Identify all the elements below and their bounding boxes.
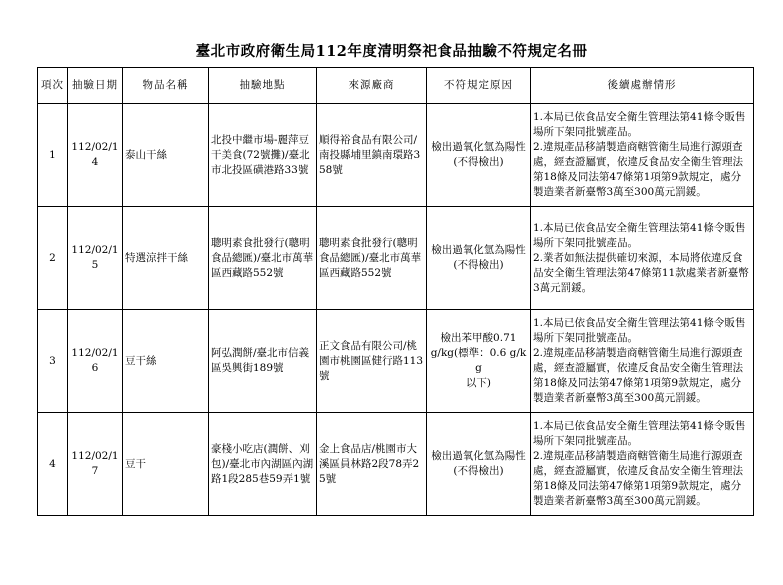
row-number: 4 — [38, 413, 68, 516]
follow-up-action: 1.本局已依食品安全衛生管理法第41條令販售場所下架同批號產品。 2.違規產品移請製造商轄管衛生局進行源頭查處，經查證屬實，依違反食品安全衛生管理法第18條及同法第47條第1項第9款規定，處分製造業者新臺幣3萬至300萬元罰鍰。 — [531, 104, 754, 207]
product-name: 豆干 — [123, 413, 209, 516]
row-number: 2 — [38, 207, 68, 310]
violation-reason-line: (不得檢出) — [453, 465, 504, 477]
violation-reason-line: 檢出苯甲酸0.71 — [440, 332, 517, 344]
inspection-date: 112/02/14 — [68, 104, 123, 207]
violation-reason-line: 檢出過氧化氫為陽性 — [431, 141, 526, 153]
violation-reason-line: 檢出過氧化氫為陽性 — [431, 450, 526, 462]
header-item: 物品名稱 — [123, 68, 209, 104]
violation-reason-line: (不得檢出) — [453, 156, 504, 168]
row-number: 3 — [38, 310, 68, 413]
header-reason: 不符規定原因 — [427, 68, 531, 104]
follow-up-action: 1.本局已依食品安全衛生管理法第41條令販售場所下架同批號產品。 2.違規產品移請製造商轄管衛生局進行源頭查處，經查證屬實，依違反食品安全衛生管理法第18條及同法第47條第1項第9款規定，處分製造業者新臺幣3萬至300萬元罰鍰。 — [531, 413, 754, 516]
violation-reason-line: 檢出過氧化氫為陽性 — [431, 244, 526, 256]
violation-reason-line: 以下) — [465, 377, 492, 389]
source-vendor: 順得裕食品有限公司/南投縣埔里鎮南環路358號 — [317, 104, 427, 207]
product-name: 特選涼拌干絲 — [123, 207, 209, 310]
violation-reason — [427, 310, 531, 413]
header-date: 抽驗日期 — [68, 68, 123, 104]
table-row — [38, 104, 754, 207]
violation-reason — [427, 207, 531, 310]
header-follow-up: 後續處辦情形 — [531, 68, 754, 104]
source-vendor: 正文食品有限公司/桃園市桃園區健行路113號 — [317, 310, 427, 413]
inspection-date: 112/02/16 — [68, 310, 123, 413]
inspection-date: 112/02/17 — [68, 413, 123, 516]
inspection-location: 北投中繼市場-麗萍豆干美食(72號攤)/臺北市北投區磺港路33號 — [209, 104, 317, 207]
violation-reason-line: g/kg(標準：0.6 g/kg — [430, 347, 527, 374]
table-row — [38, 207, 754, 310]
table-row — [38, 413, 754, 516]
header-place: 抽驗地點 — [209, 68, 317, 104]
product-name: 豆干絲 — [123, 310, 209, 413]
source-vendor: 金上食品店/桃園市大溪區員林路2段78弄25號 — [317, 413, 427, 516]
follow-up-action: 1.本局已依食品安全衛生管理法第41條令販售場所下架同批號產品。 2.違規產品移請製造商轄管衛生局進行源頭查處，經查證屬實，依違反食品安全衛生管理法第18條及同法第47條第1項第9款規定，處分製造業者新臺幣3萬至300萬元罰鍰。 — [531, 310, 754, 413]
inspection-location: 豪棧小吃店(潤餅、刈包)/臺北市內湖區內湖路1段285巷59弄1號 — [209, 413, 317, 516]
inspection-location: 聰明素食批發行(聰明食品總匯)/臺北市萬華區西藏路552號 — [209, 207, 317, 310]
document-title: 臺北市政府衛生局112年度清明祭祀食品抽驗不符規定名冊 — [195, 43, 588, 60]
violation-reason-line: (不得檢出) — [453, 259, 504, 271]
header-no: 項次 — [38, 68, 68, 104]
violation-reason — [427, 104, 531, 207]
source-vendor: 聰明素食批發行(聰明食品總匯)/臺北市萬華區西藏路552號 — [317, 207, 427, 310]
inspection-table — [37, 67, 754, 516]
table-header-row — [38, 68, 754, 104]
row-number: 1 — [38, 104, 68, 207]
header-vendor: 來源廠商 — [317, 68, 427, 104]
inspection-location: 阿弘潤餅/臺北市信義區吳興街189號 — [209, 310, 317, 413]
follow-up-action: 1.本局已依食品安全衛生管理法第41條令販售場所下架同批號產品。 2.業者如無法提供確切來源，本局將依違反食品安全衛生管理法第47條第11款處業者新臺幣3萬元罰鍰。 — [531, 207, 754, 310]
violation-reason — [427, 413, 531, 516]
inspection-date: 112/02/15 — [68, 207, 123, 310]
table-row — [38, 310, 754, 413]
product-name: 泰山干絲 — [123, 104, 209, 207]
